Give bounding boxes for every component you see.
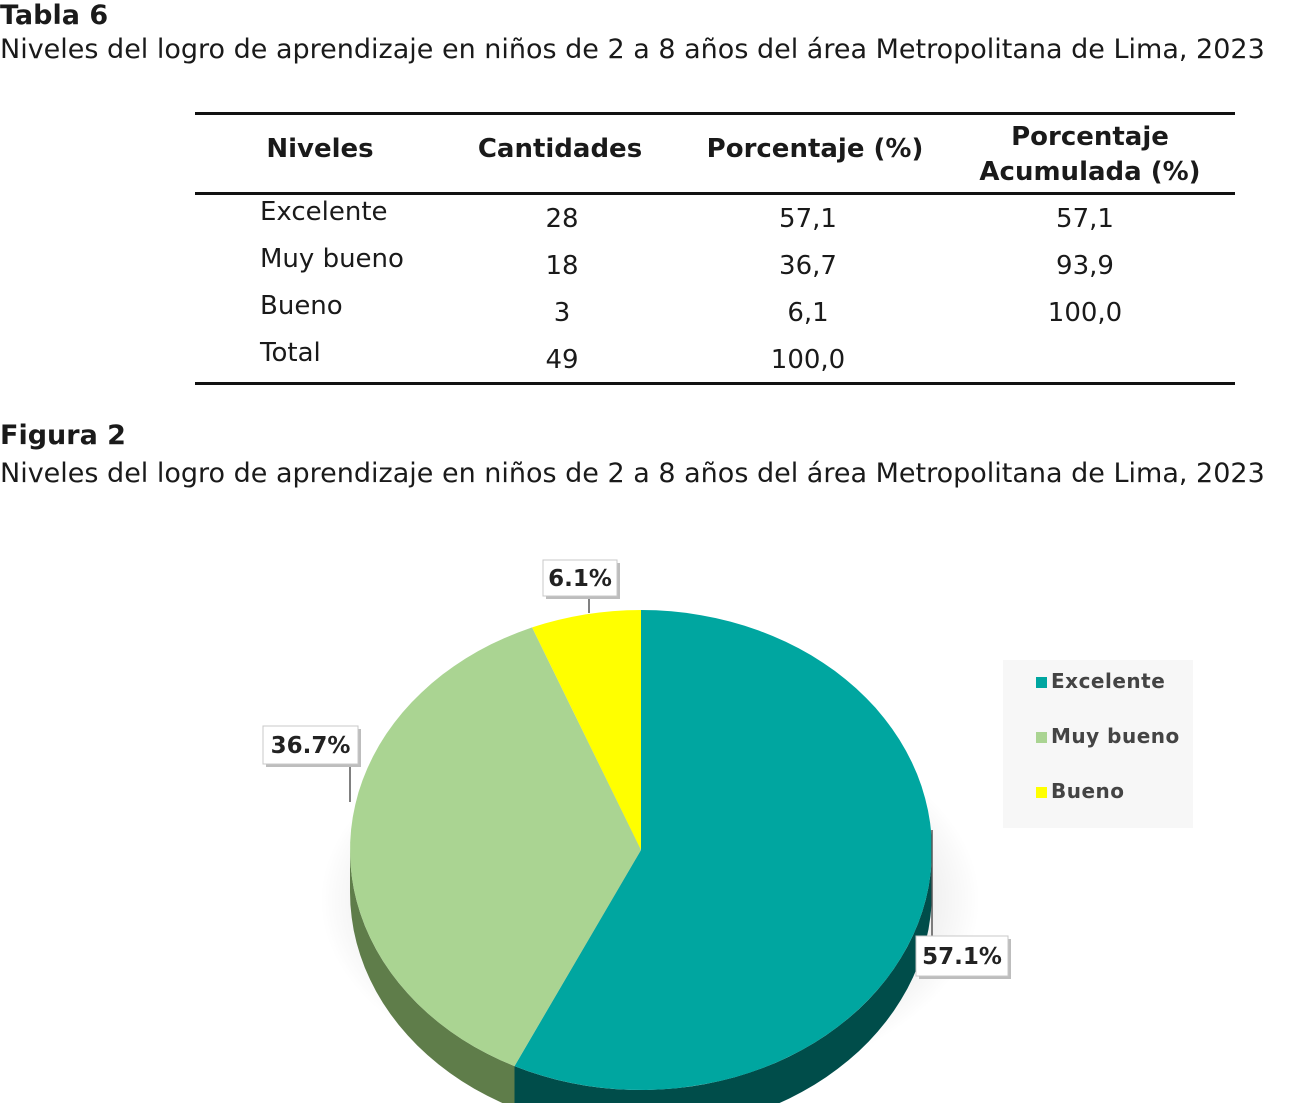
legend-swatch	[1036, 677, 1047, 688]
table-header-rule	[195, 192, 1235, 195]
cell-porcentaje: 100,0	[770, 345, 846, 375]
legend-entry: Excelente	[1051, 669, 1166, 693]
figure-label: Figura 2	[0, 420, 126, 451]
pie-chart	[0, 520, 1298, 1103]
cell-cantidad: 49	[545, 345, 579, 375]
legend-swatch	[1036, 787, 1047, 798]
cell-acumulada: 100,0	[1047, 298, 1123, 328]
cell-nivel: Excelente	[260, 197, 388, 227]
cell-porcentaje: 36,7	[779, 251, 837, 281]
data-label: 57.1%	[922, 944, 1002, 970]
header-cantidades: Cantidades	[477, 134, 643, 164]
header-niveles: Niveles	[266, 134, 374, 164]
cell-nivel: Bueno	[260, 291, 343, 321]
cell-nivel: Muy bueno	[260, 244, 404, 274]
legend-entry: Muy bueno	[1051, 724, 1180, 748]
table-label: Tabla 6	[0, 0, 109, 31]
legend-swatch	[1036, 732, 1047, 743]
table-top-rule	[195, 112, 1235, 115]
data-label: 36.7%	[270, 733, 351, 759]
data-label: 6.1%	[548, 566, 612, 592]
cell-cantidad: 28	[545, 204, 579, 234]
cell-porcentaje: 6,1	[787, 298, 829, 328]
header-porcentaje-acumulada-1: Porcentaje	[1011, 122, 1169, 152]
chart-legend	[1003, 660, 1193, 828]
cell-acumulada: 57,1	[1056, 204, 1114, 234]
table-bottom-rule	[195, 382, 1235, 385]
pie-slices	[350, 610, 932, 1090]
legend-entry: Bueno	[1051, 779, 1125, 803]
cell-cantidad: 3	[553, 298, 571, 328]
header-porcentaje-acumulada-2: Acumulada (%)	[979, 157, 1201, 187]
table-title: Niveles del logro de aprendizaje en niños de 2 a 8 años del área Metropolitana de Lima, 2023	[0, 34, 1265, 65]
cell-nivel: Total	[260, 338, 321, 368]
cell-porcentaje: 57,1	[779, 204, 837, 234]
cell-acumulada: 93,9	[1056, 251, 1114, 281]
figure-title: Niveles del logro de aprendizaje en niños de 2 a 8 años del área Metropolitana de Lima, 2023	[0, 458, 1265, 489]
header-porcentaje: Porcentaje (%)	[706, 134, 924, 164]
cell-cantidad: 18	[545, 251, 579, 281]
